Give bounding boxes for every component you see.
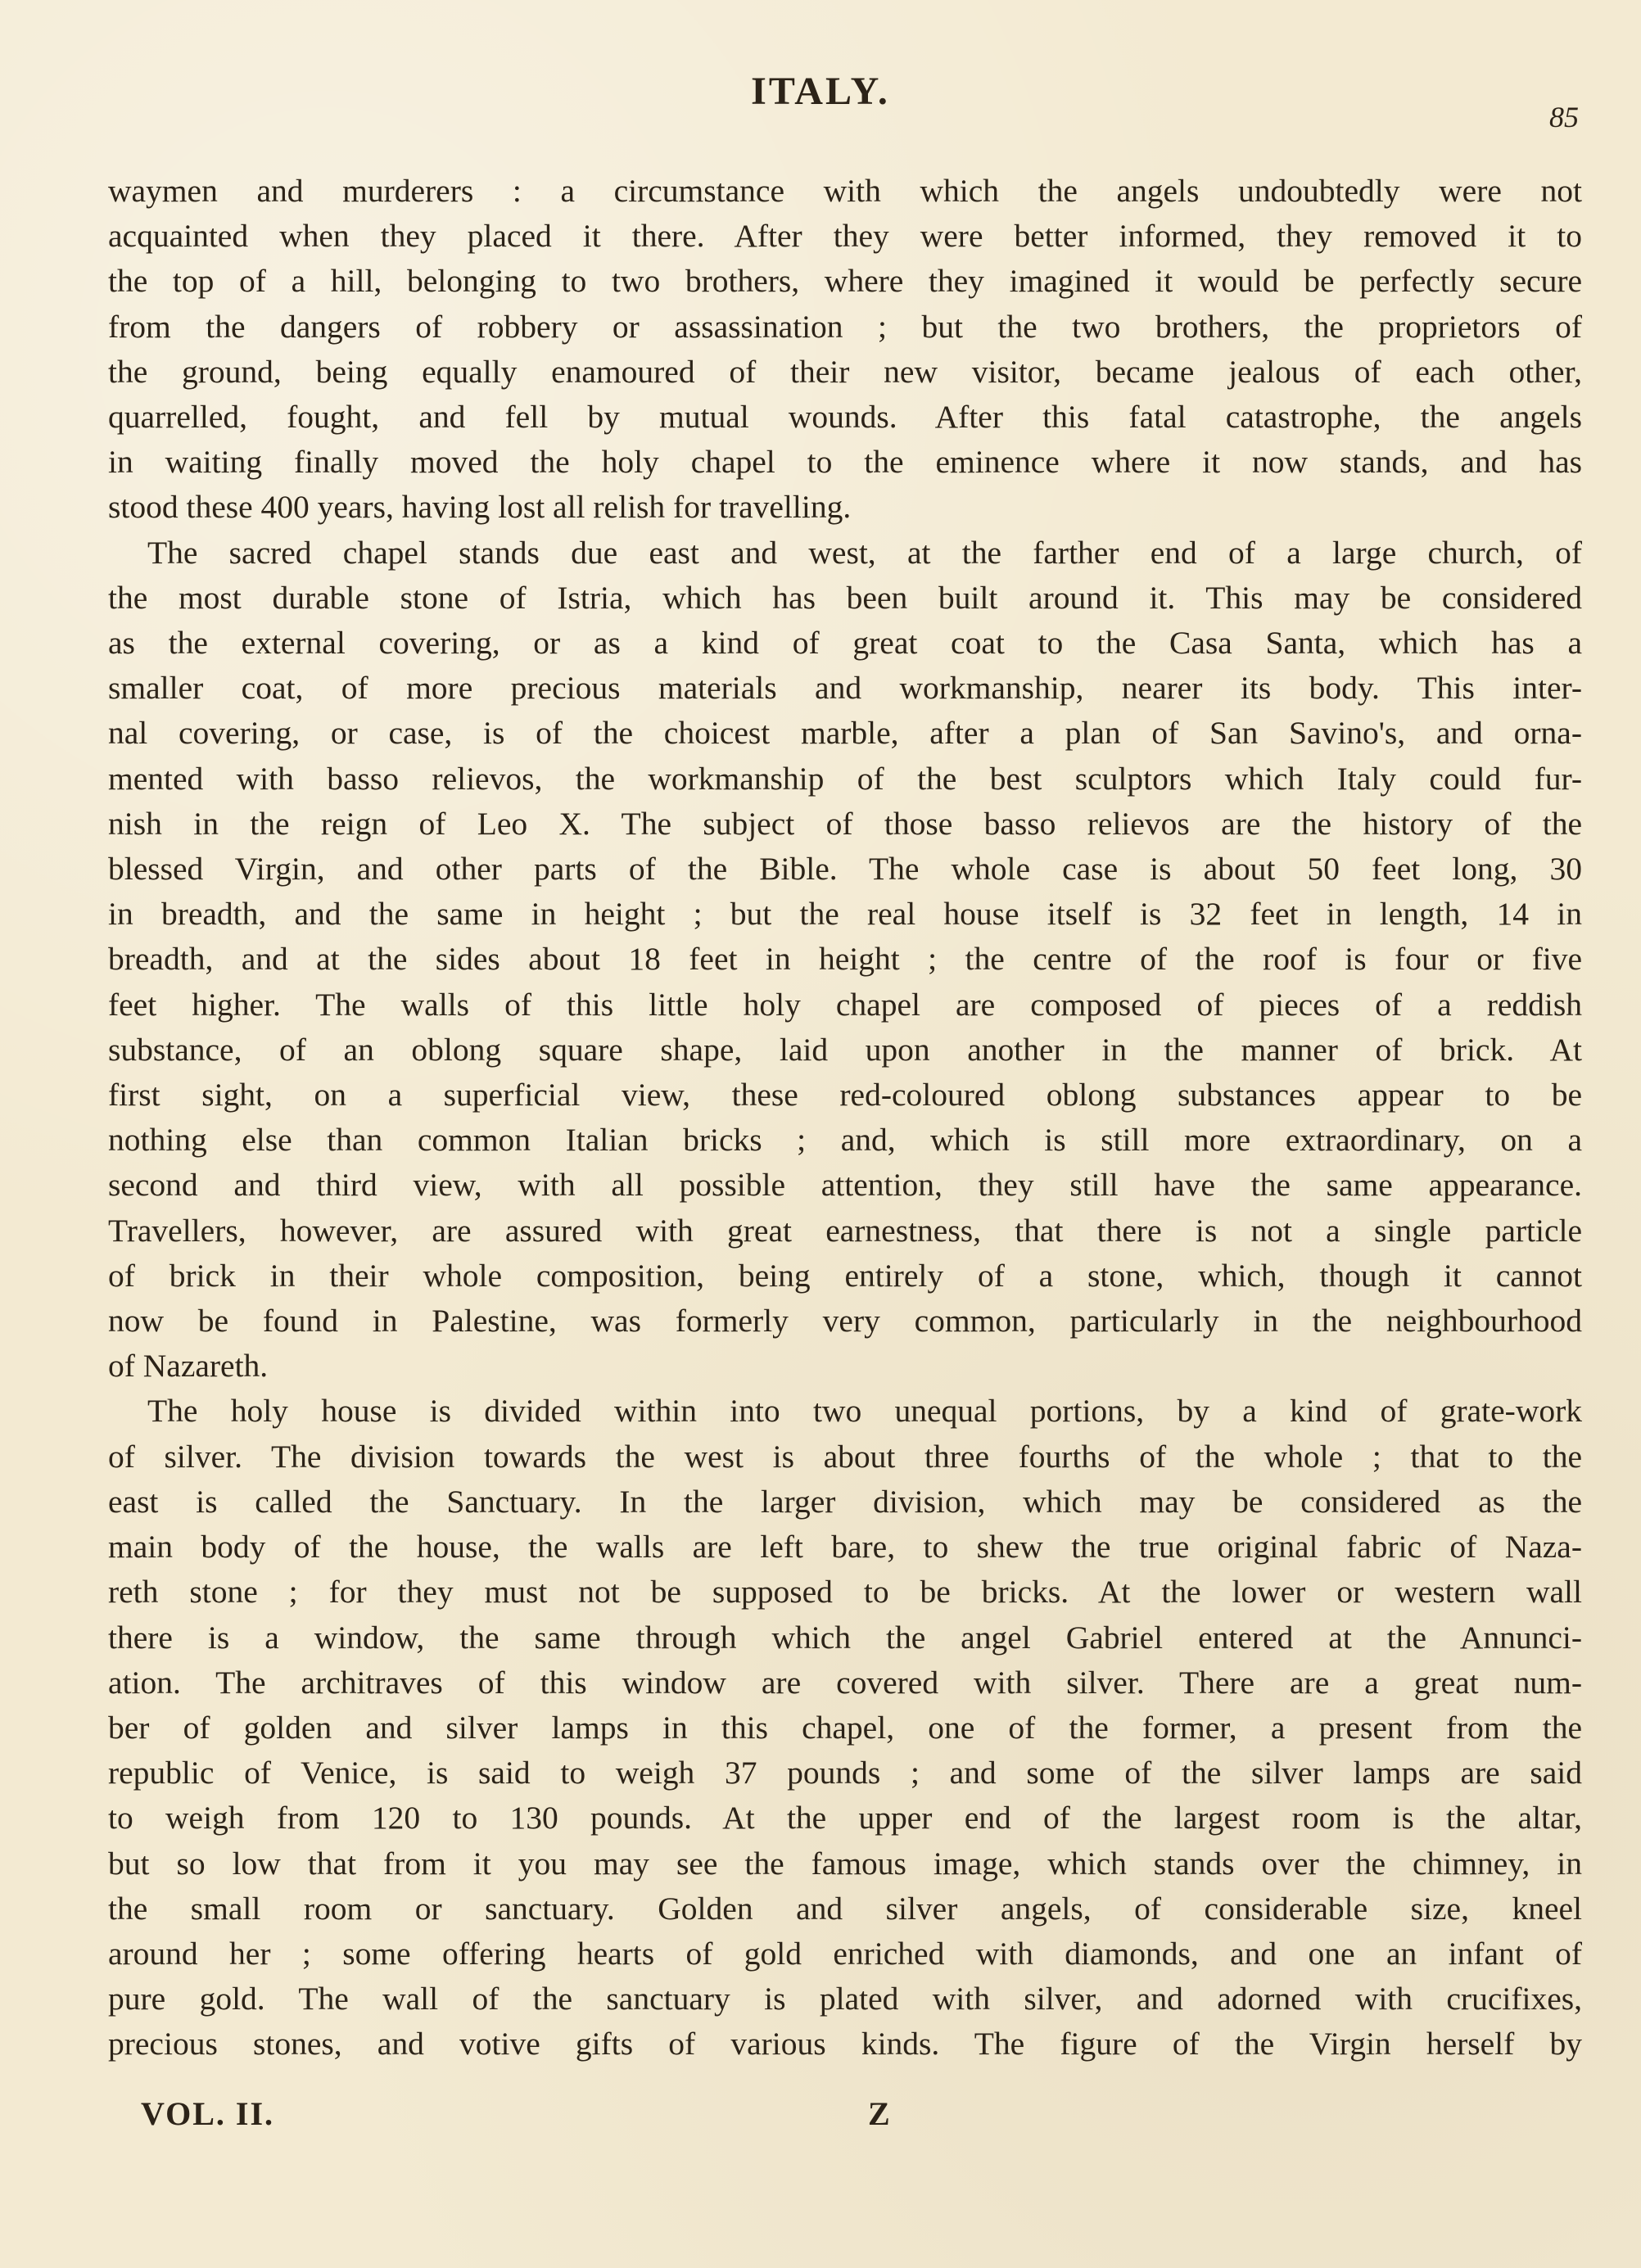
text-line: second and third view, with all possible attention, they still have the same appearance. — [108, 1167, 1582, 1204]
text-line: smaller coat, of more precious materials and workmanship, nearer its body. This inter- — [108, 670, 1582, 707]
text-line: in waiting finally moved the holy chapel to the eminence where it now stands, and has — [108, 444, 1582, 481]
text-line: of silver. The division towards the west is about three fourths of the whole ; that to the — [108, 1438, 1582, 1475]
text-line: blessed Virgin, and other parts of the Bible. The whole case is about 50 feet long, 30 — [108, 851, 1582, 888]
text-line: now be found in Palestine, was formerly very common, particularly in the neighbourhood — [108, 1303, 1582, 1340]
signature-mark: Z — [868, 2095, 890, 2132]
text-line: nothing else than common Italian bricks ; and, which is still more extraordinary, on a — [108, 1122, 1582, 1159]
page-footer — [0, 2094, 1641, 2144]
text-line: there is a window, the same through which the angel Gabriel entered at the Annunci- — [108, 1619, 1582, 1656]
paragraph-first-line: The sacred chapel stands due east and west, at the farther end of a large church, of — [147, 534, 1582, 571]
text-line: feet higher. The walls of this little holy chapel are composed of pieces of a reddish — [108, 986, 1582, 1023]
body-text — [108, 169, 1582, 2067]
text-line: to weigh from 120 to 130 pounds. At the upper end of the largest room is the altar, — [108, 1800, 1582, 1837]
text-line: but so low that from it you may see the famous image, which stands over the chimney, in — [108, 1845, 1582, 1882]
text-line: mented with basso relievos, the workmanship of the best sculptors which Italy could fur- — [108, 760, 1582, 797]
running-head-title: ITALY. — [751, 70, 890, 113]
text-line: acquainted when they placed it there. After they were better informed, they removed it to — [108, 218, 1582, 255]
text-line: pure gold. The wall of the sanctuary is plated with silver, and adorned with crucifixes, — [108, 1981, 1582, 2017]
text-line: as the external covering, or as a kind of great coat to the Casa Santa, which has a — [108, 625, 1582, 662]
volume-label: VOL. II. — [141, 2095, 275, 2132]
text-line: quarrelled, fought, and fell by mutual wounds. After this fatal catastrophe, the angels — [108, 399, 1582, 436]
text-line: waymen and murderers : a circumstance with which the angels undoubtedly were not — [108, 173, 1582, 209]
text-line: of brick in their whole composition, being entirely of a stone, which, though it cannot — [108, 1257, 1582, 1294]
text-line: substance, of an oblong square shape, laid upon another in the manner of brick. At — [108, 1031, 1582, 1068]
text-line: of Nazareth. — [108, 1348, 269, 1385]
paragraph-first-line: The holy house is divided within into two unequal portions, by a kind of grate-work — [147, 1393, 1582, 1430]
text-line: nish in the reign of Leo X. The subject of those basso relievos are the history of the — [108, 805, 1582, 842]
page-number: 85 — [1549, 101, 1579, 133]
text-line: first sight, on a superficial view, these red-coloured oblong substances appear to be — [108, 1077, 1582, 1114]
text-line: the most durable stone of Istria, which has been built around it. This may be considered — [108, 579, 1582, 616]
text-line: the small room or sanctuary. Golden and silver angels, of considerable size, kneel — [108, 1890, 1582, 1927]
text-line: the ground, being equally enamoured of their new visitor, became jealous of each other, — [108, 353, 1582, 390]
text-line: precious stones, and votive gifts of various kinds. The figure of the Virgin herself by — [108, 2026, 1582, 2062]
text-line: around her ; some offering hearts of gold enriched with diamonds, and one an infant of — [108, 1935, 1582, 1972]
text-line: from the dangers of robbery or assassination ; but the two brothers, the proprietors of — [108, 308, 1582, 345]
text-line: breadth, and at the sides about 18 feet in height ; the centre of the roof is four or five — [108, 941, 1582, 978]
text-line: ber of golden and silver lamps in this chapel, one of the former, a present from the — [108, 1709, 1582, 1746]
text-line: republic of Venice, is said to weigh 37 pounds ; and some of the silver lamps are said — [108, 1755, 1582, 1791]
text-line: stood these 400 years, having lost all relish for travelling. — [108, 489, 852, 526]
text-line: the top of a hill, belonging to two brothers, where they imagined it would be perfectly secure — [108, 263, 1582, 300]
text-line: ation. The architraves of this window are covered with silver. There are a great num- — [108, 1664, 1582, 1701]
text-line: nal covering, or case, is of the choicest marble, after a plan of San Savino's, and orna- — [108, 715, 1582, 752]
text-line: in breadth, and the same in height ; but the real house itself is 32 feet in length, 14 in — [108, 896, 1582, 933]
text-line: main body of the house, the walls are left bare, to shew the true original fabric of Naza- — [108, 1529, 1582, 1565]
text-line: east is called the Sanctuary. In the larger division, which may be considered as the — [108, 1483, 1582, 1520]
text-line: Travellers, however, are assured with great earnestness, that there is not a single particle — [108, 1212, 1582, 1249]
text-line: reth stone ; for they must not be supposed to be bricks. At the lower or western wall — [108, 1574, 1582, 1611]
